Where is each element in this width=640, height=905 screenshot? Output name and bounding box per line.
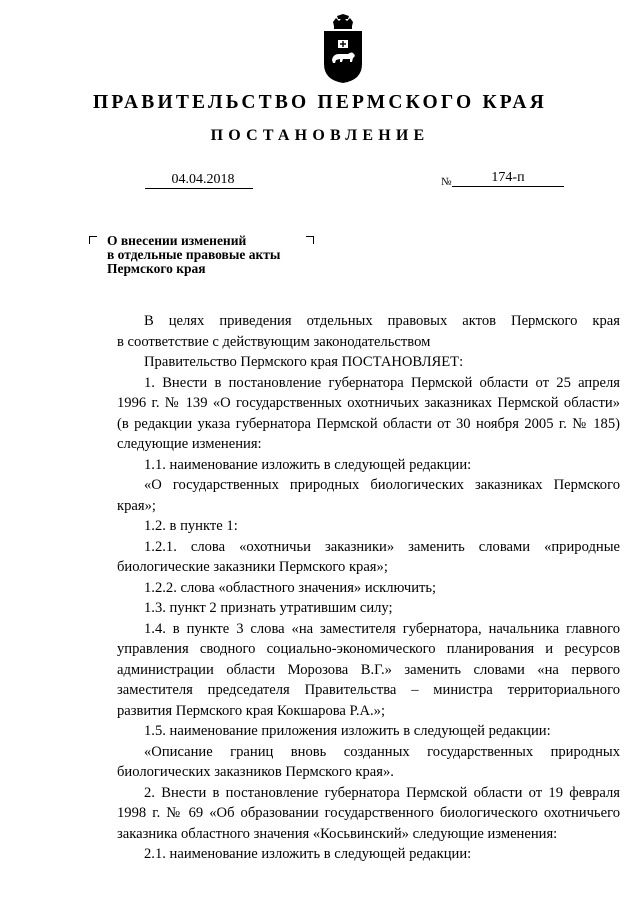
subject-line: в отдельные правовые акты: [107, 247, 281, 262]
body-line: заказника областного значения «Косьвинский» следующие изменения:: [117, 825, 558, 842]
body-line: администрации области Морозова В.Г.» заменить словами «на первого: [117, 661, 620, 678]
document-subject: [107, 234, 317, 276]
body-line: в соответствие с действующим законодательством: [117, 333, 431, 350]
body-line: 2. Внести в постановление губернатора Пермской области от 19 февраля: [144, 784, 620, 801]
body-line: 1998 г. № 69 «Об образовании государственного биологического охотничьего: [117, 805, 620, 821]
body-line: 1. Внести в постановление губернатора Пермской области от 25 апреля: [144, 374, 620, 391]
government-name: ПРАВИТЕЛЬСТВО ПЕРМСКОГО КРАЯ: [93, 92, 547, 113]
document-date: 04.04.2018: [145, 172, 253, 189]
body-line: «Описание границ вновь созданных государственных природных: [144, 743, 620, 760]
body-line: 1996 г. № 139 «О государственных охотничьих заказниках Пермской области»: [117, 395, 620, 411]
number-label: №: [441, 176, 452, 188]
subject-line: Пермского края: [107, 261, 206, 276]
body-line: развития Пермского края Кокшарова Р.А.»;: [117, 702, 386, 719]
body-line: 1.4. в пункте 3 слова «на заместителя губернатора, начальника главного: [144, 620, 620, 637]
coat-of-arms-icon: [321, 14, 365, 84]
body-line: края»;: [117, 497, 156, 514]
body-line: заместителя председателя Правительства – министра территориального: [117, 682, 620, 698]
document-body: [117, 311, 620, 865]
body-line: 1.2.2. слова «областного значения» исключить;: [144, 579, 437, 596]
body-line: 1.2.1. слова «охотничьи заказники» заменить словами «природные: [144, 538, 620, 555]
body-line: В целях приведения отдельных правовых актов Пермского края: [144, 313, 620, 329]
body-line: Правительство Пермского края ПОСТАНОВЛЯЕТ:: [144, 354, 464, 370]
body-line: 1.3. пункт 2 признать утратившим силу;: [144, 600, 393, 616]
body-line: 1.1. наименование изложить в следующей редакции:: [144, 456, 472, 473]
body-line: (в редакции указа губернатора Пермской области от 30 ноября 2005 г. № 185): [117, 415, 620, 432]
body-line: 2.1. наименование изложить в следующей редакции:: [144, 846, 472, 862]
body-line: управления сводного социально-экономического планирования и ресурсов: [117, 641, 620, 657]
subject-line: О внесении изменений: [107, 233, 247, 248]
body-line: 1.5. наименование приложения изложить в следующей редакции:: [144, 723, 551, 739]
body-line: следующие изменения:: [117, 436, 262, 452]
body-line: 1.2. в пункте 1:: [144, 518, 238, 534]
body-line: биологические заказники Пермского края»;: [117, 559, 388, 575]
document-number: 174-п: [452, 170, 564, 187]
document-type: ПОСТАНОВЛЕНИЕ: [210, 127, 430, 144]
body-line: «О государственных природных биологических заказниках Пермского: [144, 477, 620, 493]
body-line: биологических заказников Пермского края».: [117, 764, 394, 780]
subject-corner-mark-left: [89, 236, 97, 244]
